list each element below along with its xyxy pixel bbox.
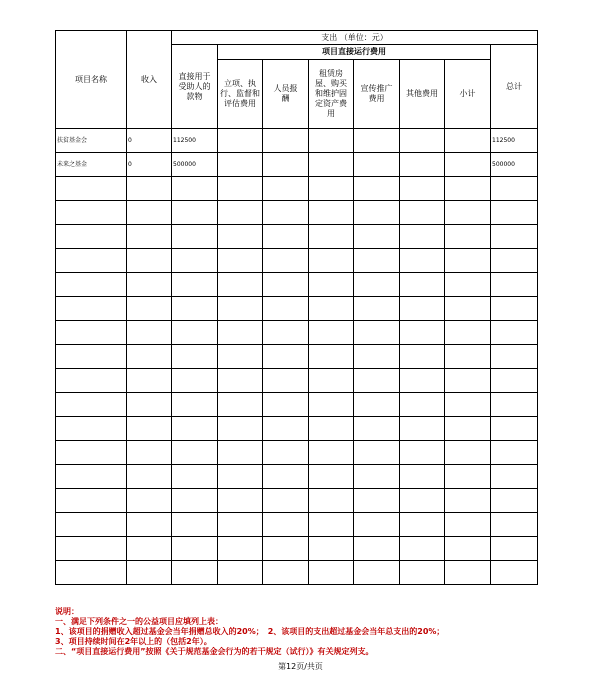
table-cell (127, 465, 172, 489)
table-cell (218, 537, 263, 561)
table-cell (263, 393, 309, 417)
table-cell (263, 513, 309, 537)
table-cell (445, 489, 491, 513)
header-income: 收入 (127, 31, 172, 129)
header-op-col-2-label: 人员报酬 (273, 84, 298, 103)
table-row (56, 321, 538, 345)
table-cell (127, 201, 172, 225)
table-cell (491, 345, 538, 369)
table-cell (56, 345, 127, 369)
table-row (56, 489, 538, 513)
header-expense: 支出 （单位：元） (172, 31, 538, 45)
table-cell (56, 249, 127, 273)
table-cell (56, 297, 127, 321)
table-cell (127, 345, 172, 369)
table-cell: 扶贫基金会 (56, 129, 127, 153)
table-cell (491, 297, 538, 321)
table-cell (491, 201, 538, 225)
table-row (56, 537, 538, 561)
table-cell (127, 225, 172, 249)
table-cell (127, 177, 172, 201)
table-cell (491, 225, 538, 249)
table-cell (354, 489, 400, 513)
table-cell (400, 225, 445, 249)
table-cell (354, 177, 400, 201)
table-row (56, 177, 538, 201)
table-cell (127, 393, 172, 417)
table-cell (172, 249, 218, 273)
table-cell (354, 369, 400, 393)
table-cell (218, 153, 263, 177)
table-cell (127, 321, 172, 345)
table-cell (309, 321, 354, 345)
table-cell (445, 561, 491, 585)
page-footer: 第12页/共页 (278, 662, 323, 671)
table-cell (400, 417, 445, 441)
table-row (56, 369, 538, 393)
table-cell (445, 417, 491, 441)
table-cell (56, 441, 127, 465)
table-cell (56, 177, 127, 201)
table-cell (263, 153, 309, 177)
table-cell (56, 513, 127, 537)
table-cell (263, 369, 309, 393)
header-op-col-4 (354, 60, 400, 129)
table-cell (127, 513, 172, 537)
table-cell (127, 249, 172, 273)
table-cell (218, 225, 263, 249)
table-cell (218, 345, 263, 369)
table-cell (400, 321, 445, 345)
table-cell (491, 249, 538, 273)
table-cell (218, 273, 263, 297)
table-cell (400, 201, 445, 225)
table-cell: 500000 (172, 153, 218, 177)
table-cell (172, 393, 218, 417)
table-cell (172, 345, 218, 369)
table-cell (400, 537, 445, 561)
table-row (56, 201, 538, 225)
table-cell (309, 369, 354, 393)
table-cell (445, 297, 491, 321)
table-cell (400, 561, 445, 585)
table-cell (400, 465, 445, 489)
table-cell (309, 129, 354, 153)
header-op-col-3 (309, 60, 354, 129)
table-cell (309, 273, 354, 297)
table-row (56, 225, 538, 249)
table-cell (218, 297, 263, 321)
table-cell (354, 249, 400, 273)
table-row (56, 513, 538, 537)
table-cell (354, 465, 400, 489)
table-cell (354, 273, 400, 297)
table-cell (491, 441, 538, 465)
table-cell (491, 417, 538, 441)
table-cell (400, 129, 445, 153)
table-cell (218, 201, 263, 225)
header-total: 总计 (491, 45, 538, 129)
header-op-col-2 (263, 60, 309, 129)
table-cell (56, 393, 127, 417)
table-cell: 0 (127, 153, 172, 177)
header-op-col-4-label: 宣传推广费用 (360, 84, 393, 103)
table-cell (263, 225, 309, 249)
notes (55, 607, 595, 657)
header-direct-aid (172, 45, 218, 129)
table-cell (172, 465, 218, 489)
table-cell (263, 249, 309, 273)
table-cell (445, 249, 491, 273)
table-cell (56, 489, 127, 513)
table-cell (172, 417, 218, 441)
table-cell (56, 321, 127, 345)
header-op-col-1 (218, 60, 263, 129)
table-row (56, 129, 538, 153)
table-cell (354, 201, 400, 225)
table-cell (354, 321, 400, 345)
table-cell (309, 345, 354, 369)
table-cell (354, 129, 400, 153)
table-cell (445, 177, 491, 201)
table-cell (445, 441, 491, 465)
table-cell (354, 225, 400, 249)
table-cell (309, 417, 354, 441)
table-cell (491, 369, 538, 393)
table-cell (56, 537, 127, 561)
table-cell (445, 513, 491, 537)
table-cell (491, 177, 538, 201)
table-cell (263, 465, 309, 489)
table-cell (309, 177, 354, 201)
table-cell (172, 537, 218, 561)
table-cell (172, 225, 218, 249)
table-cell (263, 177, 309, 201)
table-cell (127, 369, 172, 393)
table-cell (263, 297, 309, 321)
table-cell (445, 201, 491, 225)
table-cell (309, 393, 354, 417)
note-line-1: 说明： (55, 607, 79, 616)
table-cell (400, 489, 445, 513)
table-cell (354, 153, 400, 177)
table-cell (56, 465, 127, 489)
header-op-cost: 项目直接运行费用 (218, 45, 491, 60)
table-cell (354, 417, 400, 441)
table-cell (218, 513, 263, 537)
table-cell (491, 465, 538, 489)
table-cell (172, 321, 218, 345)
table-cell (309, 537, 354, 561)
table-cell (309, 201, 354, 225)
table-row (56, 393, 538, 417)
table-row (56, 345, 538, 369)
note-line-4: 3、项目持续时间在2年以上的（包括2年）。 (55, 637, 212, 646)
table-cell (127, 297, 172, 321)
table-cell (56, 273, 127, 297)
table-cell (263, 201, 309, 225)
table-row (56, 153, 538, 177)
table-cell (218, 441, 263, 465)
table-cell (400, 369, 445, 393)
header-op-col-6: 小计 (445, 60, 491, 129)
table-cell (127, 561, 172, 585)
table-cell (445, 129, 491, 153)
table-cell (218, 369, 263, 393)
table-cell (354, 537, 400, 561)
table-cell (400, 153, 445, 177)
table-cell (354, 561, 400, 585)
table-cell (127, 537, 172, 561)
header-op-col-1-label: 立项、执行、监督和评估费用 (220, 79, 260, 108)
table-cell (218, 489, 263, 513)
table-cell (491, 537, 538, 561)
table-cell (127, 273, 172, 297)
table-cell (263, 489, 309, 513)
table-cell (445, 273, 491, 297)
table-cell (491, 273, 538, 297)
table-cell (354, 297, 400, 321)
table-cell (263, 273, 309, 297)
table-cell (491, 321, 538, 345)
table-row (56, 441, 538, 465)
table-cell (56, 201, 127, 225)
table-cell (309, 297, 354, 321)
table-cell (491, 513, 538, 537)
table-cell (309, 249, 354, 273)
table-cell (309, 441, 354, 465)
table-cell (172, 297, 218, 321)
header-op-col-5: 其他费用 (400, 60, 445, 129)
table-cell (309, 561, 354, 585)
table-cell (56, 561, 127, 585)
table-cell (309, 225, 354, 249)
table-cell (172, 369, 218, 393)
table-cell: 0 (127, 129, 172, 153)
table-cell (263, 561, 309, 585)
note-line-5: 二、“项目直接运行费用”按照《关于规范基金会行为的若干规定（试行）》有关规定列支。 (55, 647, 374, 656)
table-cell (400, 273, 445, 297)
table-cell (491, 393, 538, 417)
table-cell (445, 321, 491, 345)
table-cell (218, 417, 263, 441)
table-cell (309, 153, 354, 177)
table-cell (218, 321, 263, 345)
note-line-3: 1、该项目的捐赠收入超过基金会当年捐赠总收入的20%； 2、该项目的支出超过基金会当年总支出的20%； (55, 627, 445, 636)
table-cell (172, 177, 218, 201)
header-op-col-3-label: 租赁房屋、购买和维护固定资产费用 (315, 69, 347, 118)
table-cell (56, 417, 127, 441)
table-cell (218, 465, 263, 489)
table-cell: 未来之基金 (56, 153, 127, 177)
table-row (56, 465, 538, 489)
table-cell (263, 537, 309, 561)
table-cell (445, 369, 491, 393)
project-expense-table (55, 30, 538, 585)
table-row (56, 417, 538, 441)
table-cell (400, 345, 445, 369)
table-cell (172, 441, 218, 465)
table-cell (172, 273, 218, 297)
table-cell: 500000 (491, 153, 538, 177)
table-cell (445, 537, 491, 561)
note-line-2: 一、满足下列条件之一的公益项目应填列上表： (55, 617, 223, 626)
table-cell (263, 441, 309, 465)
table-cell (172, 561, 218, 585)
table-cell (354, 513, 400, 537)
table-cell (491, 561, 538, 585)
table-cell (309, 489, 354, 513)
table-cell (445, 465, 491, 489)
table-row (56, 297, 538, 321)
table-cell (400, 249, 445, 273)
table-cell (263, 321, 309, 345)
table-cell (263, 345, 309, 369)
table-row (56, 561, 538, 585)
table-cell (172, 201, 218, 225)
table-cell (56, 225, 127, 249)
table-cell (218, 177, 263, 201)
table-cell (127, 489, 172, 513)
table-cell (172, 489, 218, 513)
table-cell (218, 249, 263, 273)
table-cell (218, 393, 263, 417)
table-cell (400, 441, 445, 465)
table-cell (354, 393, 400, 417)
table-cell (400, 393, 445, 417)
table-cell (218, 129, 263, 153)
table-cell (445, 393, 491, 417)
table-cell (445, 153, 491, 177)
table-cell: 112500 (172, 129, 218, 153)
table-cell (491, 489, 538, 513)
table-cell (56, 369, 127, 393)
table-cell (354, 345, 400, 369)
table-cell: 112500 (491, 129, 538, 153)
table-cell (309, 513, 354, 537)
table-cell (263, 129, 309, 153)
table-cell (172, 513, 218, 537)
header-project-name: 项目名称 (56, 31, 127, 129)
table-cell (445, 345, 491, 369)
table-cell (218, 561, 263, 585)
header-direct-aid-label: 直接用于受助人的款物 (178, 71, 211, 101)
table-cell (354, 441, 400, 465)
table-row (56, 249, 538, 273)
table-cell (127, 417, 172, 441)
table-cell (309, 465, 354, 489)
table-cell (400, 297, 445, 321)
table-cell (400, 177, 445, 201)
table-cell (263, 417, 309, 441)
table-cell (400, 513, 445, 537)
table-cell (445, 225, 491, 249)
table-row (56, 273, 538, 297)
table-cell (127, 441, 172, 465)
